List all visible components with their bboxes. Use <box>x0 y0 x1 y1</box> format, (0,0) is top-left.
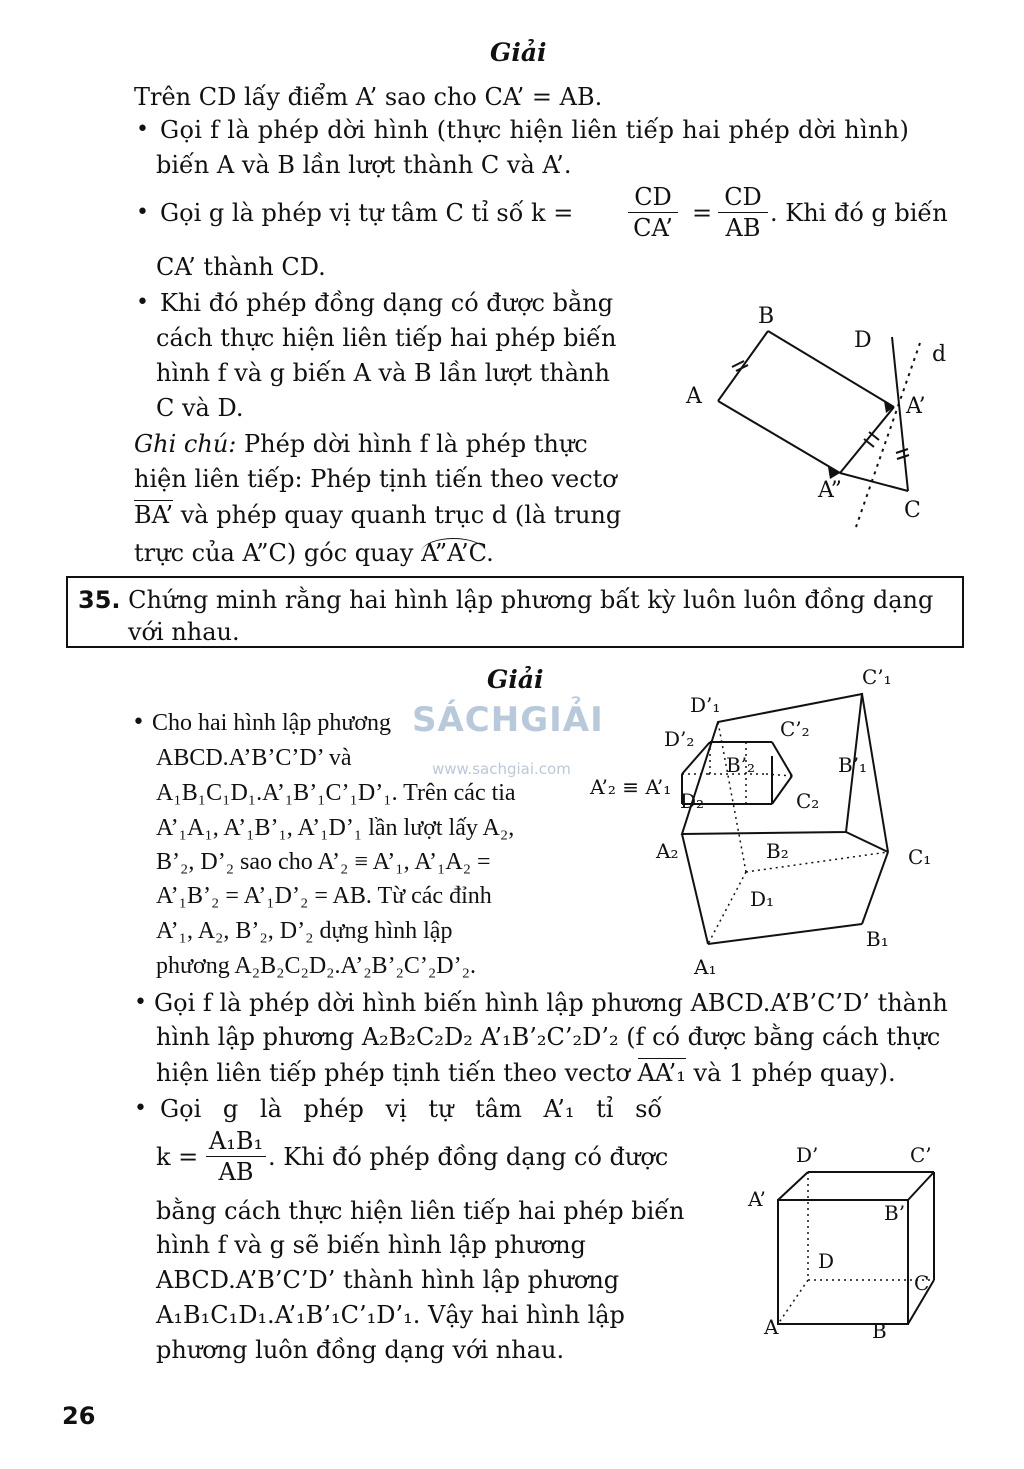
text-line: A’₁B’₂ = A’₁D’₂ = AB. Từ các đỉnh <box>156 883 492 909</box>
hidden-edge <box>708 872 746 944</box>
solution-heading-2: Giải <box>487 665 544 694</box>
text-line: A₁B₁C₁D₁.A’₁B’₁C’₁D’₁. Trên các tia <box>156 780 516 806</box>
text-line: . Khi đó phép đồng dạng có được <box>268 1143 669 1171</box>
label-c2-prime: C’₂ <box>780 717 810 741</box>
text-line: Cho hai hình lập phương <box>152 710 392 736</box>
hidden-edge <box>718 722 746 872</box>
text-line: hiện liên tiếp: Phép tịnh tiến theo vectơ <box>134 465 617 493</box>
text-line: A’₁A₁, A’₁B’₁, A’₁D’₁ lần lượt lấy A₂, <box>156 815 515 841</box>
label-b: B <box>872 1319 887 1343</box>
label-c2: C₂ <box>796 789 820 813</box>
label-a-prime: A’ <box>906 394 926 419</box>
text-line: hình f và g biến A và B lần lượt thành <box>156 359 610 387</box>
label-a: A <box>764 1315 779 1339</box>
segment-ab <box>718 331 768 401</box>
bullet-icon: • <box>132 710 145 735</box>
arrow-head <box>884 401 894 413</box>
text-line: ABCD.A’B’C’D’ và <box>156 745 352 771</box>
text-line: Trên CD lấy điểm A’ sao cho CA’ = AB. <box>134 83 603 111</box>
text-line: biến A và B lần lượt thành C và A’. <box>156 151 572 179</box>
problem-line: với nhau. <box>128 618 240 646</box>
problem-text: Chứng minh rằng hai hình lập phương bất kỳ luôn luôn đồng dạng <box>120 586 934 614</box>
label-d2: D₂ <box>680 789 705 813</box>
note-text: Phép dời hình f là phép thực <box>236 430 588 458</box>
edge <box>908 1172 934 1200</box>
vector-aa1: AA’₁ <box>637 1059 686 1087</box>
label-d-prime: D’ <box>796 1143 819 1167</box>
bullet-icon: • <box>136 117 149 142</box>
text-line: CA’ thành CD. <box>156 253 326 281</box>
bullet-icon: • <box>136 200 149 225</box>
label-c1: C₁ <box>908 845 932 869</box>
edge <box>778 1172 808 1200</box>
text-line: ABCD.A’B’C’D’ thành hình lập phương <box>156 1266 620 1294</box>
text-part: và 1 phép quay). <box>685 1059 896 1087</box>
label-d: D <box>818 1249 835 1273</box>
figure-cube <box>740 1138 940 1348</box>
note-line <box>134 429 588 459</box>
label-d2-prime: D’₂ <box>664 727 695 751</box>
vector-line <box>156 1058 896 1088</box>
label-d-line: d <box>932 342 947 367</box>
bullet-icon: • <box>136 290 149 315</box>
label-a-prime: A’ <box>748 1187 766 1211</box>
solution-heading-1: Giải <box>490 38 547 67</box>
bullet-icon: • <box>134 990 147 1015</box>
text-line: Gọi g là phép vị tự tâm C tỉ số k = <box>160 199 574 227</box>
text-part: hiện liên tiếp phép tịnh tiến theo vectơ <box>156 1059 638 1087</box>
label-b2-prime: B’₂ <box>726 753 756 777</box>
fraction-numerator: CD <box>718 182 768 213</box>
label-a2-prime-eq: A’₂ ≡ A’₁ <box>590 775 672 799</box>
note-text: trực của A”C) góc quay <box>134 539 422 567</box>
fraction-denominator: CA’ <box>633 214 673 242</box>
text-line: hình lập phương A₂B₂C₂D₂ A’₁B’₂C’₂D’₂ (f có được bằng cách thực <box>156 1023 941 1051</box>
text-line: Gọi f là phép dời hình (thực hiện liên tiếp hai phép dời hình) <box>160 116 910 144</box>
label-a-double-prime: A” <box>818 478 842 503</box>
tick-mark <box>896 449 908 453</box>
edge <box>708 924 862 944</box>
text-line: A’₁, A₂, B’₂, D’₂ dựng hình lập <box>156 918 453 944</box>
note-text: và phép quay quanh trục d (là trung <box>173 501 622 529</box>
fraction-denominator: AB <box>218 1158 254 1186</box>
fraction-cd-ab <box>718 182 768 243</box>
segment-a2-c <box>840 473 908 491</box>
fraction-cd-ca <box>628 182 678 243</box>
text-line: cách thực hiện liên tiếp hai phép biến <box>156 324 617 352</box>
text-line: . Khi đó g biến <box>770 199 948 227</box>
edge <box>682 834 708 944</box>
text-line: Gọi g là phép vị tự tâm A’₁ tỉ số <box>160 1095 663 1123</box>
label-c-prime: C’ <box>910 1143 932 1167</box>
text-line: phương luôn đồng dạng với nhau. <box>156 1336 565 1364</box>
segment-a-a2 <box>718 401 840 473</box>
page-number: 26 <box>62 1402 96 1430</box>
text-line: hình f và g sẽ biến hình lập phương <box>156 1231 586 1259</box>
segment-a2-ap <box>840 407 894 473</box>
label-c: C <box>914 1271 930 1295</box>
equals-sign: = <box>692 199 713 227</box>
figure-parallelogram <box>670 295 970 535</box>
label-a1: A₁ <box>694 955 717 979</box>
text-line: B’₂, D’₂ sao cho A’₂ ≡ A’₁, A’₁A₂ = <box>156 849 491 875</box>
k-label: k = <box>156 1143 199 1171</box>
text-line: A₁B₁C₁D₁.A’₁B’₁C’₁D’₁. Vậy hai hình lập <box>156 1301 625 1329</box>
figure-two-cubes <box>586 662 946 982</box>
fraction-a1b1-ab <box>206 1126 266 1187</box>
label-d1-prime: D’₁ <box>690 693 721 717</box>
edge <box>862 852 888 924</box>
fraction-numerator: A₁B₁ <box>206 1126 266 1157</box>
label-c: C <box>904 498 921 523</box>
problem-number: 35. <box>78 586 121 614</box>
text-line: phương A₂B₂C₂D₂.A’₂B’₂C’₂D’₂. <box>156 953 476 979</box>
segment-ba <box>768 331 894 407</box>
label-d: D <box>854 328 872 353</box>
label-c1-prime: C’₁ <box>862 665 892 689</box>
label-b2: B₂ <box>766 839 789 863</box>
note-text: . <box>486 539 494 567</box>
problem-line <box>78 585 933 615</box>
label-b-prime: B’ <box>884 1201 906 1225</box>
small-cube-edge <box>772 776 792 804</box>
note-angle-line <box>134 538 494 568</box>
text-line: C và D. <box>156 394 244 422</box>
bullet-icon: • <box>134 1096 147 1121</box>
edge <box>846 832 888 852</box>
text-line: Gọi f là phép dời hình biến hình lập phương ABCD.A’B’C’D’ thành <box>154 989 948 1017</box>
fraction-denominator: AB <box>725 214 761 242</box>
watermark-url: www.sachgiai.com <box>432 760 571 778</box>
angle-aac: A”A’C <box>421 539 487 567</box>
text-line: Khi đó phép đồng dạng có được bằng <box>160 289 614 317</box>
watermark-brand: SÁCHGIẢI <box>412 700 604 740</box>
label-d1: D₁ <box>750 887 775 911</box>
note-label: Ghi chú: <box>134 430 237 458</box>
hidden-edge <box>778 1280 808 1324</box>
hidden-edge <box>766 774 792 776</box>
label-b1: B₁ <box>866 927 889 951</box>
label-b: B <box>758 304 775 329</box>
small-cube-edge <box>772 742 792 776</box>
fraction-numerator: CD <box>628 182 678 213</box>
text-line: bằng cách thực hiện liên tiếp hai phép biến <box>156 1197 685 1225</box>
label-a: A <box>686 384 702 409</box>
vector-ba: BA’ <box>134 501 174 529</box>
label-b1-prime: B’₁ <box>838 753 868 777</box>
note-vector-line <box>134 500 621 530</box>
label-a2: A₂ <box>656 839 679 863</box>
tick-mark <box>897 455 909 459</box>
